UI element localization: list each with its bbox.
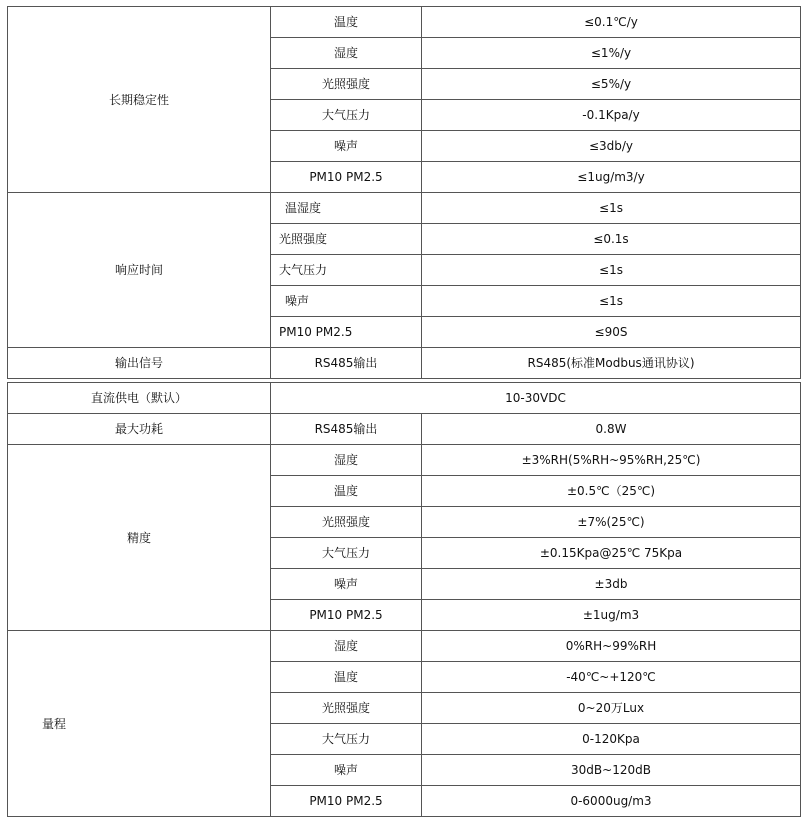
param-cell: PM10 PM2.5: [271, 786, 422, 817]
param-cell: PM10 PM2.5: [271, 162, 422, 193]
param-cell: 噪声: [271, 569, 422, 600]
param-cell: 大气压力: [271, 538, 422, 569]
table-row: [8, 414, 801, 445]
value-cell: ±3%RH(5%RH~95%RH,25℃): [422, 445, 801, 476]
param-cell: RS485输出: [271, 348, 422, 379]
table-row: [8, 445, 801, 476]
category-label-output: 输出信号: [8, 348, 271, 379]
spec-table-power-accuracy-range: [7, 382, 801, 817]
param-cell: PM10 PM2.5: [271, 317, 422, 348]
value-cell: ≤90S: [422, 317, 801, 348]
value-cell: ±1ug/m3: [422, 600, 801, 631]
value-cell: 0-120Kpa: [422, 724, 801, 755]
param-cell: RS485输出: [271, 414, 422, 445]
value-cell: 0-6000ug/m3: [422, 786, 801, 817]
param-cell: 大气压力: [271, 724, 422, 755]
param-cell: 温度: [271, 7, 422, 38]
value-cell: ≤1%/y: [422, 38, 801, 69]
value-cell: ±7%(25℃): [422, 507, 801, 538]
value-cell: 10-30VDC: [271, 383, 801, 414]
value-cell: 0~20万Lux: [422, 693, 801, 724]
value-cell: 30dB~120dB: [422, 755, 801, 786]
value-cell: ±0.5℃（25℃): [422, 476, 801, 507]
category-label-max-power: 最大功耗: [8, 414, 271, 445]
value-cell: ≤0.1℃/y: [422, 7, 801, 38]
param-cell: 光照强度: [271, 693, 422, 724]
value-cell: 0.8W: [422, 414, 801, 445]
category-label-range: 量程: [8, 631, 271, 817]
value-cell: -40℃~+120℃: [422, 662, 801, 693]
value-cell: ≤0.1s: [422, 224, 801, 255]
table-row: [8, 193, 801, 224]
param-cell: 光照强度: [271, 507, 422, 538]
param-cell: 光照强度: [271, 224, 422, 255]
category-label-response: 响应时间: [8, 193, 271, 348]
value-cell: RS485(标准Modbus通讯协议): [422, 348, 801, 379]
value-cell: ≤1s: [422, 193, 801, 224]
param-cell: 噪声: [271, 755, 422, 786]
param-cell: 温湿度: [271, 193, 422, 224]
table-row: [8, 348, 801, 379]
value-cell: ±0.15Kpa@25℃ 75Kpa: [422, 538, 801, 569]
table-row: [8, 7, 801, 38]
value-cell: ≤1ug/m3/y: [422, 162, 801, 193]
param-cell: 温度: [271, 476, 422, 507]
category-label-stability: 长期稳定性: [8, 7, 271, 193]
param-cell: 湿度: [271, 445, 422, 476]
category-label-accuracy: 精度: [8, 445, 271, 631]
category-label-power: 直流供电（默认）: [8, 383, 271, 414]
param-cell: 温度: [271, 662, 422, 693]
param-cell: 大气压力: [271, 100, 422, 131]
param-cell: 噪声: [271, 131, 422, 162]
value-cell: ≤1s: [422, 286, 801, 317]
param-cell: 光照强度: [271, 69, 422, 100]
param-cell: 噪声: [271, 286, 422, 317]
value-cell: ±3db: [422, 569, 801, 600]
value-cell: 0%RH~99%RH: [422, 631, 801, 662]
param-cell: PM10 PM2.5: [271, 600, 422, 631]
value-cell: -0.1Kpa/y: [422, 100, 801, 131]
spec-table-stability-response: [7, 6, 801, 379]
table-row: [8, 631, 801, 662]
table-row: [8, 383, 801, 414]
value-cell: ≤1s: [422, 255, 801, 286]
value-cell: ≤5%/y: [422, 69, 801, 100]
param-cell: 湿度: [271, 631, 422, 662]
param-cell: 湿度: [271, 38, 422, 69]
value-cell: ≤3db/y: [422, 131, 801, 162]
param-cell: 大气压力: [271, 255, 422, 286]
